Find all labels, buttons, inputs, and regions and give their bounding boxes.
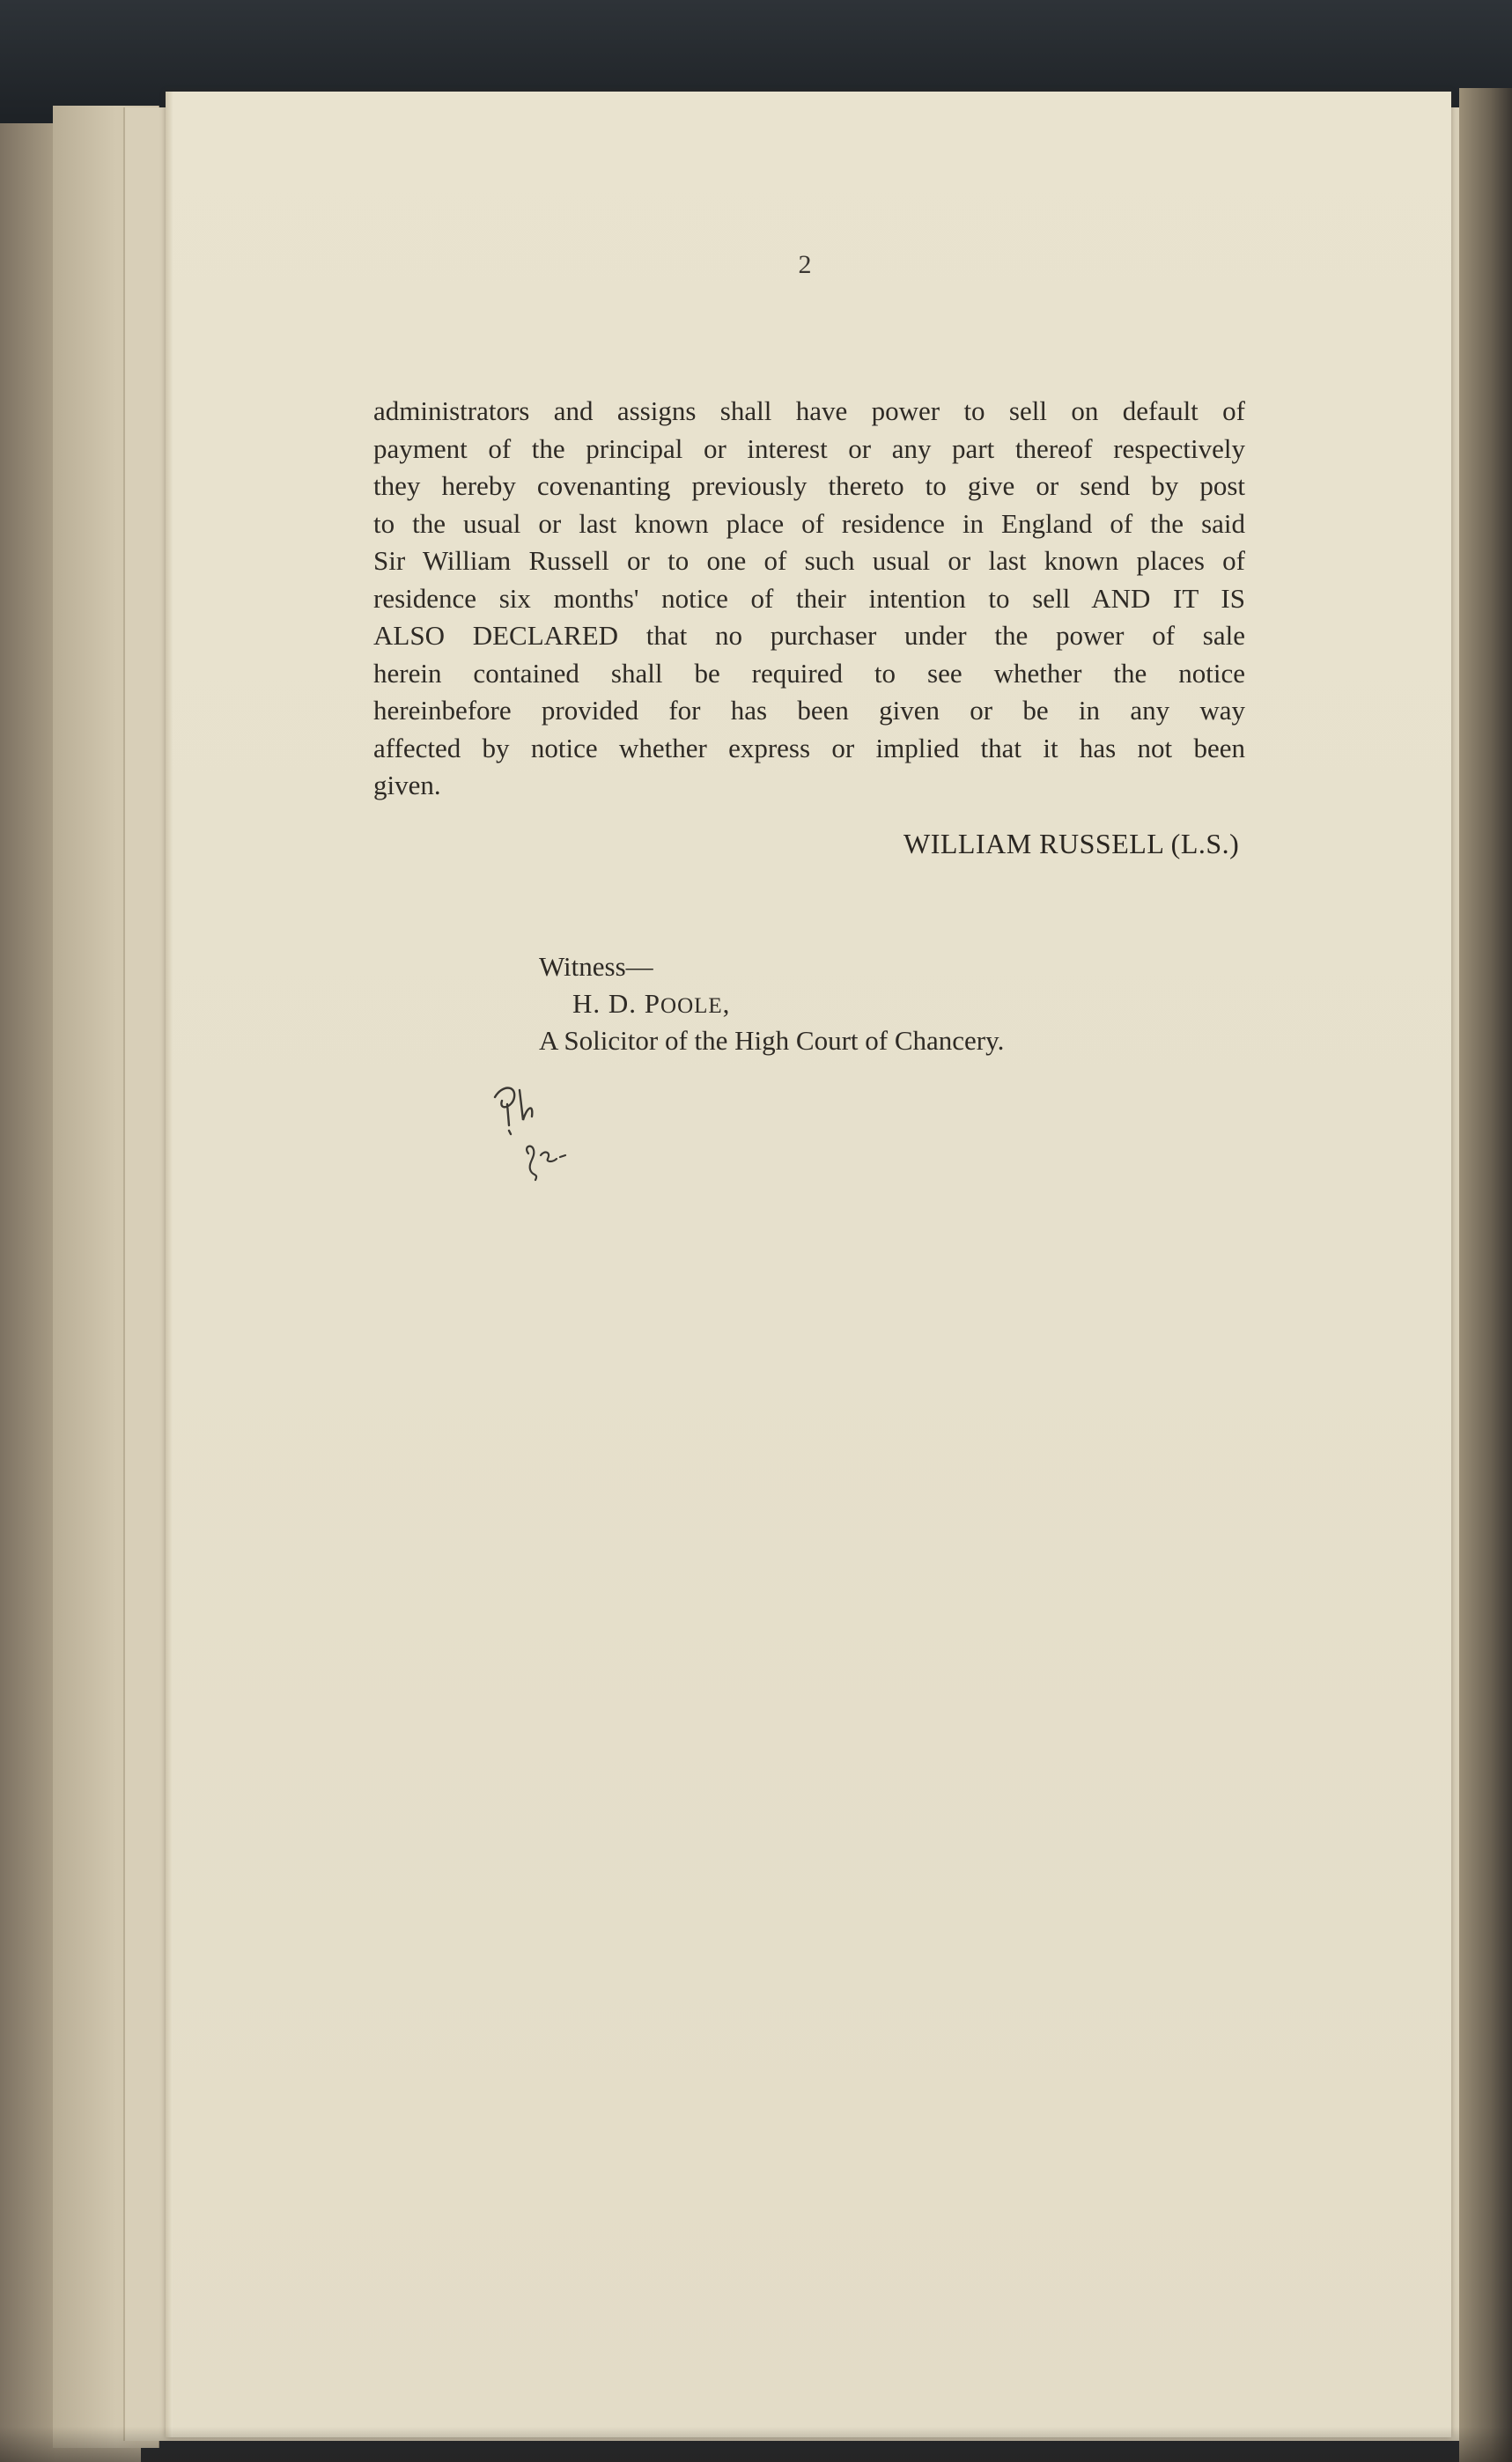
- body-line: payment of the principal or interest or any part thereof respectively: [373, 432, 1245, 464]
- witness-label: Witness—: [539, 951, 653, 982]
- page-number: 2: [798, 250, 812, 279]
- body-line: to the usual or last known place of residence in England of the said: [373, 507, 1245, 539]
- body-line: herein contained shall be required to see whether the notice: [373, 657, 1245, 689]
- bottom-shadow: [0, 2427, 1512, 2462]
- body-line: Sir William Russell or to one of such usual or last known places of: [373, 545, 1245, 576]
- body-line: they hereby covenanting previously thereto to give or send by post: [373, 470, 1245, 501]
- body-line: administrators and assigns shall have power to sell on default of: [373, 395, 1245, 426]
- witness-name-suffix: ,: [722, 988, 731, 1019]
- witness-title: A Solicitor of the High Court of Chancery.: [539, 1025, 1005, 1056]
- body-line: hereinbefore provided for has been given or be in any way: [373, 695, 1245, 726]
- body-line: given.: [373, 770, 441, 800]
- witness-name-small-caps: OOLE: [660, 994, 723, 1018]
- pencil-annotation-icon: [490, 1081, 595, 1196]
- witness-name-initials: H. D. P: [572, 988, 661, 1019]
- body-line: affected by notice whether express or implied that it has not been: [373, 732, 1245, 763]
- page-gutter: [166, 92, 173, 2437]
- signature-line: WILLIAM RUSSELL (L.S.): [904, 828, 1240, 859]
- witness-name: [572, 988, 730, 1020]
- binding-right-edge: [1459, 88, 1512, 2462]
- deed-body-text: [373, 393, 1245, 805]
- body-line: ALSO DECLARED that no purchaser under the power of sale: [373, 620, 1245, 651]
- body-line: residence six months' notice of their intention to sell AND IT IS: [373, 582, 1245, 614]
